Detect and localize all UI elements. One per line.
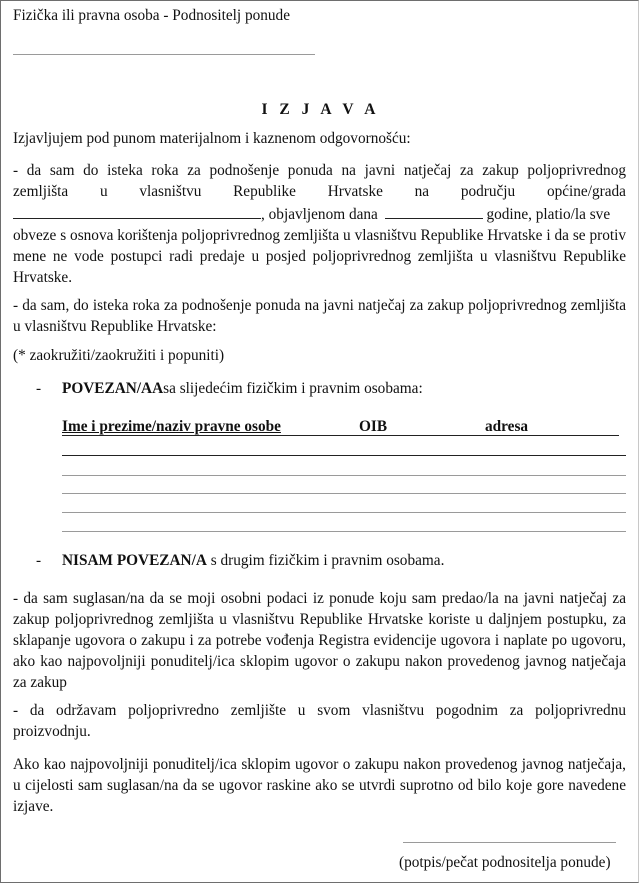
published-label: , objavljenom dana (261, 206, 378, 223)
header-underline (62, 435, 619, 436)
municipality-blank[interactable] (13, 204, 261, 219)
col-oib-header: OIB (359, 418, 388, 435)
statement4-text: - da održavam poljoprivredno zemljište u svom vlasništvu pogodnim za poljoprivrednu proizvodnju. (13, 702, 626, 740)
entry-row-line[interactable] (62, 512, 626, 513)
applicant-name-line[interactable] (13, 54, 315, 55)
word: Republike (233, 183, 296, 200)
col-address-header: adresa (485, 418, 529, 435)
word: u (99, 183, 108, 200)
statement1-line1: - da sam do isteka roka za podnošenje ponuda na javni natječaj za zakup poljoprivrednog (13, 162, 626, 179)
entry-row-line[interactable] (62, 455, 626, 456)
option-not-connected-text: s drugim fizičkim i pravnim osobama. (206, 552, 445, 569)
signature-label: (potpis/pečat podnositelja ponude) (399, 854, 611, 871)
word: području (460, 183, 516, 200)
option-connected[interactable]: POVEZAN/AAsa slijedećim fizičkim i pravnim osobama: (62, 380, 423, 397)
entry-row-line[interactable] (62, 493, 626, 494)
option-connected-dash: - (36, 380, 42, 397)
intro-text: Izjavljujem pod punom materijalnom i kaznenom odgovornošću: (13, 130, 411, 147)
entry-row-line[interactable] (62, 531, 626, 532)
date-blank[interactable] (385, 204, 483, 219)
word: Hrvatske (327, 183, 383, 200)
closing-text: Ako kao najpovoljniji ponuditelj/ica sklopim ugovor o zakupu nakon provedenog javnog natječaja, u cijelosti sam suglasan/na da se ugovor raskine ako se utvrdi suprotno od bilo koje gore navedene izjave. (13, 756, 626, 815)
statement1-line2 (13, 183, 626, 201)
word: na (414, 183, 430, 200)
statement1-rest: obveze s osnova korištenja poljoprivrednog zemljišta u vlasništvu Republike Hrvatske i da se protiv mene ne vode postupci radi predaje u posjed poljoprivrednog zemljišta u vlasništvu Republike Hrvatske. (13, 227, 626, 286)
applicant-label: Fizička ili pravna osoba - Podnositelj ponude (13, 7, 290, 24)
statement3-text: - da sam suglasan/na da se moji osobni podaci iz ponude koju sam predao/la na javni natječaj za zakup poljoprivrednog zemljišta u vlasništvu Republike Hrvatske koriste u daljnjem postupku, za sklapanje ugovora o zakupu i za potrebe vođenja Registra evidencije ugovora i naplate po ugovoru, ako kao najpovoljniji ponuditelj/ica sklopim ugovor o zakupu nakon provedenog javnog natječaja za zakup (13, 590, 626, 691)
option-connected-text-visible: sa slijedećim fizičkim i pravnim osobama: (163, 380, 423, 397)
option-connected-bold: POVEZAN/A (62, 380, 153, 397)
statement2-text: - da sam, do isteka roka za podnošenje ponuda na javni natječaj za zakup poljoprivrednog zemljišta u vlasništvu Republike Hrvatske: (13, 297, 626, 335)
statement1-line3 (13, 204, 610, 224)
year-label: godine, platio/la sve (486, 206, 611, 223)
word: općine/grada (546, 183, 626, 200)
col-name-label: Ime i prezime/naziv pravne osobe (62, 418, 281, 435)
option-not-connected-bold: NISAM POVEZAN/A (62, 552, 207, 569)
word: zemljišta (13, 183, 69, 200)
option-not-connected-dash: - (36, 552, 42, 569)
option-not-connected[interactable] (62, 552, 444, 570)
word: vlasništvu (139, 183, 202, 200)
signature-line[interactable] (403, 842, 616, 843)
col-name-header (62, 418, 281, 436)
instruction-note: (* zaokružiti/zaokružiti i popuniti) (13, 347, 225, 364)
entry-row-line[interactable] (62, 475, 626, 476)
document-title: I Z J A V A (261, 101, 380, 118)
